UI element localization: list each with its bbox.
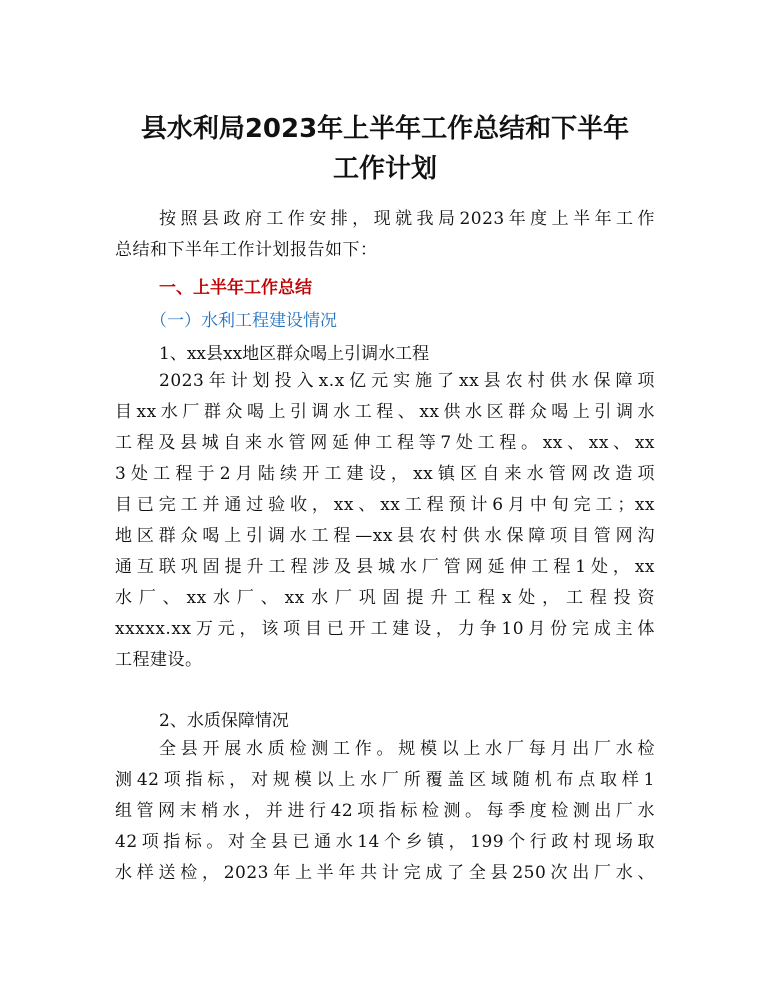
paragraph-line: 水厂、xx水厂、xx水厂巩固提升工程x处，工程投资 xyxy=(115,588,655,608)
paragraph-line: 工程建设。 xyxy=(115,650,203,670)
subsection-heading-water-projects: （一）水利工程建设情况 xyxy=(150,311,337,331)
document-title-line-2: 工作计划 xyxy=(332,154,437,184)
paragraph-line: 测42项指标，对规模以上水厂所覆盖区域随机布点取样1 xyxy=(115,770,655,790)
item-heading-water-quality: 2、水质保障情况 xyxy=(159,711,289,731)
document-title-line-1: 县水利局2023年上半年工作总结和下半年 xyxy=(140,114,630,144)
paragraph-line: 42项指标。对全县已通水14个乡镇，199个行政村现场取 xyxy=(115,832,655,852)
paragraph-line: 地区群众喝上引调水工程—xx县农村供水保障项目管网沟 xyxy=(115,526,655,546)
intro-paragraph xyxy=(115,204,655,266)
intro-line: 按照县政府工作安排，现就我局2023年度上半年工作 xyxy=(159,209,655,229)
paragraph-line: 目xx水厂群众喝上引调水工程、xx供水区群众喝上引调水 xyxy=(115,402,655,422)
paragraph-line: 3处工程于2月陆续开工建设，xx镇区自来水管网改造项 xyxy=(115,464,655,484)
paragraph-line: 2023年计划投入x.x亿元实施了xx县农村供水保障项 xyxy=(159,371,655,391)
paragraph-line: 组管网末梢水，并进行42项指标检测。每季度检测出厂水 xyxy=(115,801,655,821)
intro-line: 总结和下半年工作计划报告如下： xyxy=(115,240,378,260)
paragraph-line: xxxxx.xx万元，该项目已开工建设，力争10月份完成主体 xyxy=(115,619,655,639)
paragraph-line: 目已完工并通过验收，xx、xx工程预计6月中旬完工；xx xyxy=(115,495,655,515)
section-heading-first-half-summary: 一、上半年工作总结 xyxy=(159,278,312,298)
paragraph-line: 工程及县城自来水管网延伸工程等7处工程。xx、xx、xx xyxy=(115,433,655,453)
paragraph-line: 全县开展水质检测工作。规模以上水厂每月出厂水检 xyxy=(159,739,655,759)
item-heading-water-diversion: 1、xx县xx地区群众喝上引调水工程 xyxy=(159,344,430,364)
paragraph-line: 水样送检，2023年上半年共计完成了全县250次出厂水、 xyxy=(115,863,655,883)
paragraph-line: 通互联巩固提升工程涉及县城水厂管网延伸工程1处，xx xyxy=(115,557,655,577)
item1-paragraph xyxy=(115,366,655,676)
item2-paragraph xyxy=(115,734,655,889)
